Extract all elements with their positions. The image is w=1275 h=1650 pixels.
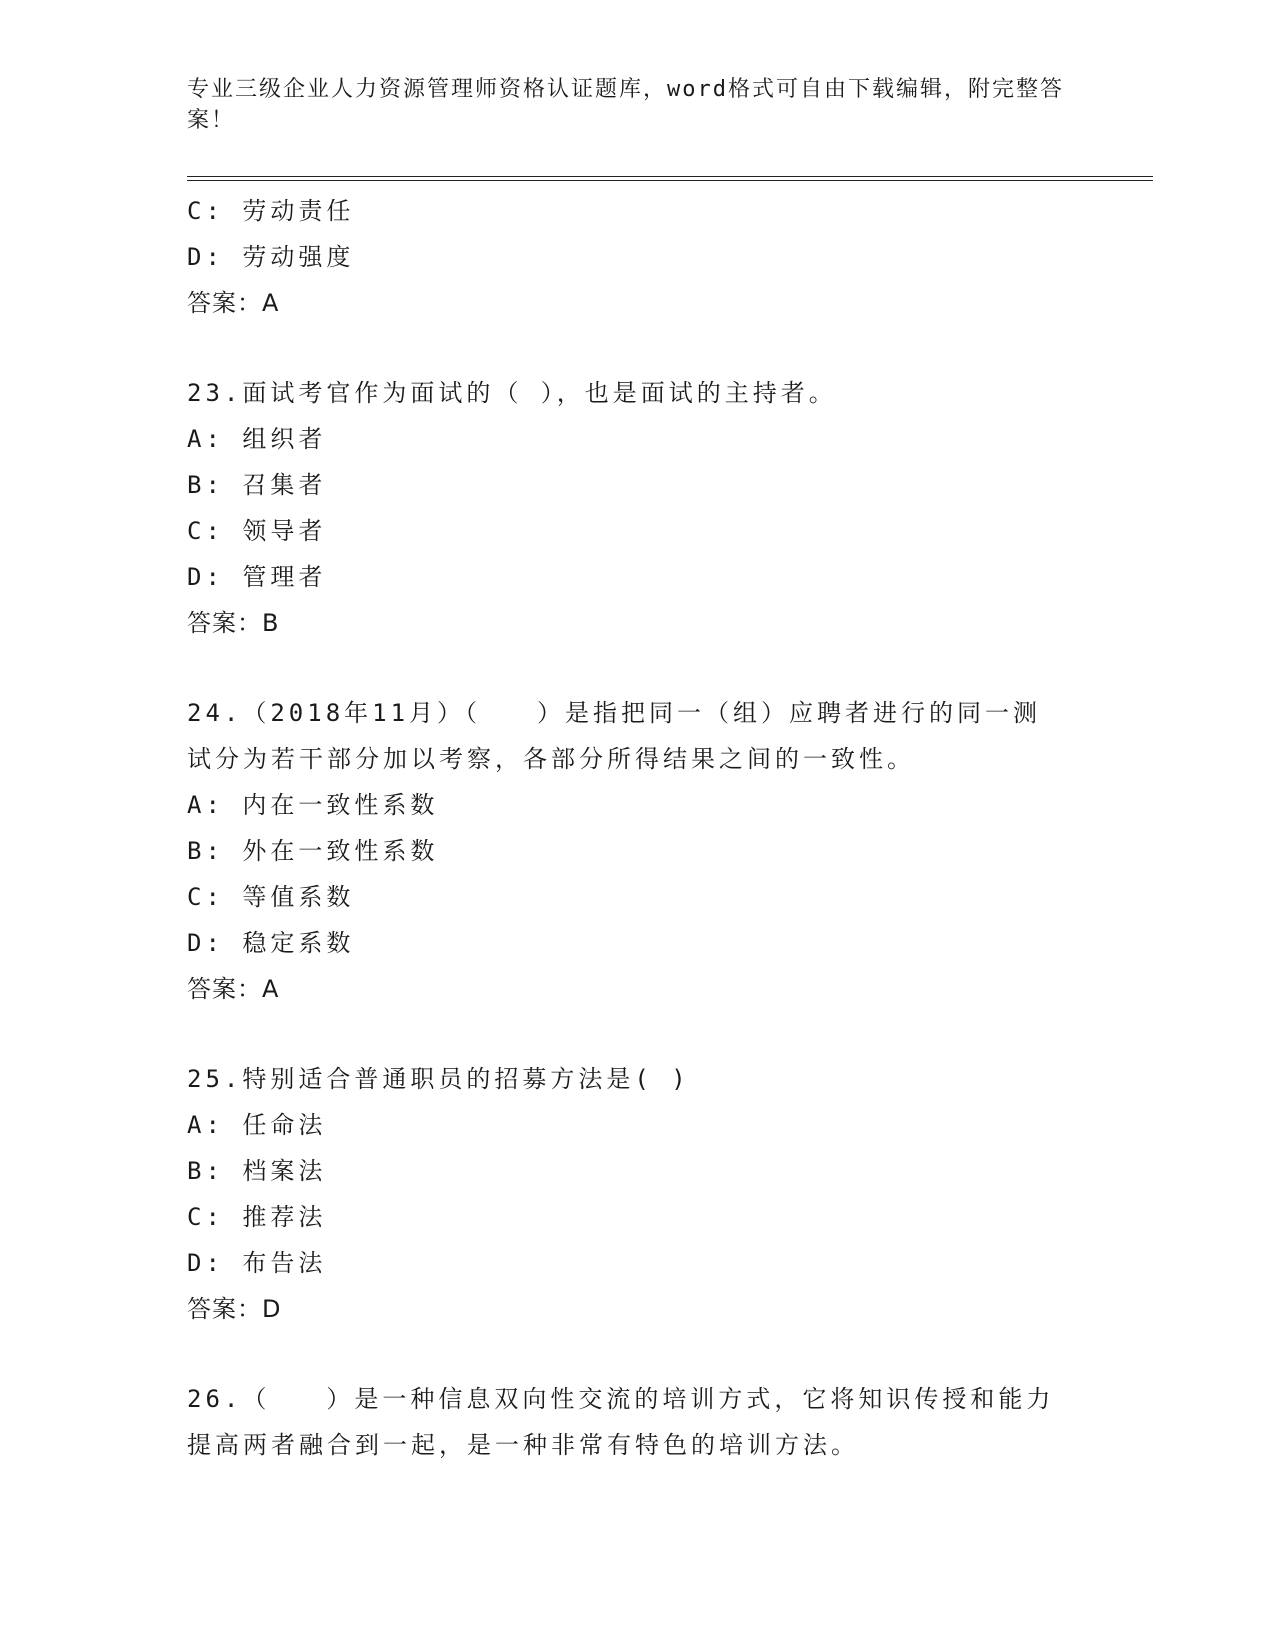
question-block-24: [187, 690, 1087, 1012]
option-c: C: 劳动责任: [187, 197, 355, 225]
option-c: C: 等值系数: [187, 883, 355, 911]
question-block-25: [187, 1056, 1087, 1332]
option-a: A: 组织者: [187, 425, 327, 453]
option-a: A: 内在一致性系数: [187, 791, 439, 819]
option-b: B: 召集者: [187, 471, 327, 499]
option-b: B: 档案法: [187, 1157, 327, 1185]
option-d: D: 布告法: [187, 1249, 327, 1277]
answer: 答案：A: [187, 289, 280, 317]
option-d: D: 管理者: [187, 563, 327, 591]
answer: 答案：D: [187, 1295, 282, 1323]
option-d: D: 劳动强度: [187, 243, 355, 271]
question-text: 23.面试考官作为面试的（ ），也是面试的主持者。: [187, 379, 837, 407]
question-block-22-continued: [187, 188, 1087, 326]
option-b: B: 外在一致性系数: [187, 837, 439, 865]
option-a: A: 任命法: [187, 1111, 327, 1139]
question-text: 26.（ ）是一种信息双向性交流的培训方式，它将知识传授和能力提高两者融合到一起，是一种非常有特色的培训方法。: [187, 1385, 1055, 1459]
page-header: 专业三级企业人力资源管理师资格认证题库，word格式可自由下载编辑，附完整答案！: [187, 77, 1064, 133]
question-text: 25.特别适合普通职员的招募方法是( ): [187, 1065, 690, 1093]
answer: 答案：A: [187, 975, 280, 1003]
option-c: C: 领导者: [187, 517, 327, 545]
question-text: 24.（2018年11月）（ ）是指把同一（组）应聘者进行的同一测试分为若干部分加以考察，各部分所得结果之间的一致性。: [187, 699, 1042, 773]
question-list: [187, 188, 1087, 1468]
option-c: C: 推荐法: [187, 1203, 327, 1231]
header-rule: [187, 176, 1153, 181]
question-block-26: [187, 1376, 1087, 1468]
question-block-23: [187, 370, 1087, 646]
option-d: D: 稳定系数: [187, 929, 355, 957]
answer: 答案：B: [187, 609, 280, 637]
